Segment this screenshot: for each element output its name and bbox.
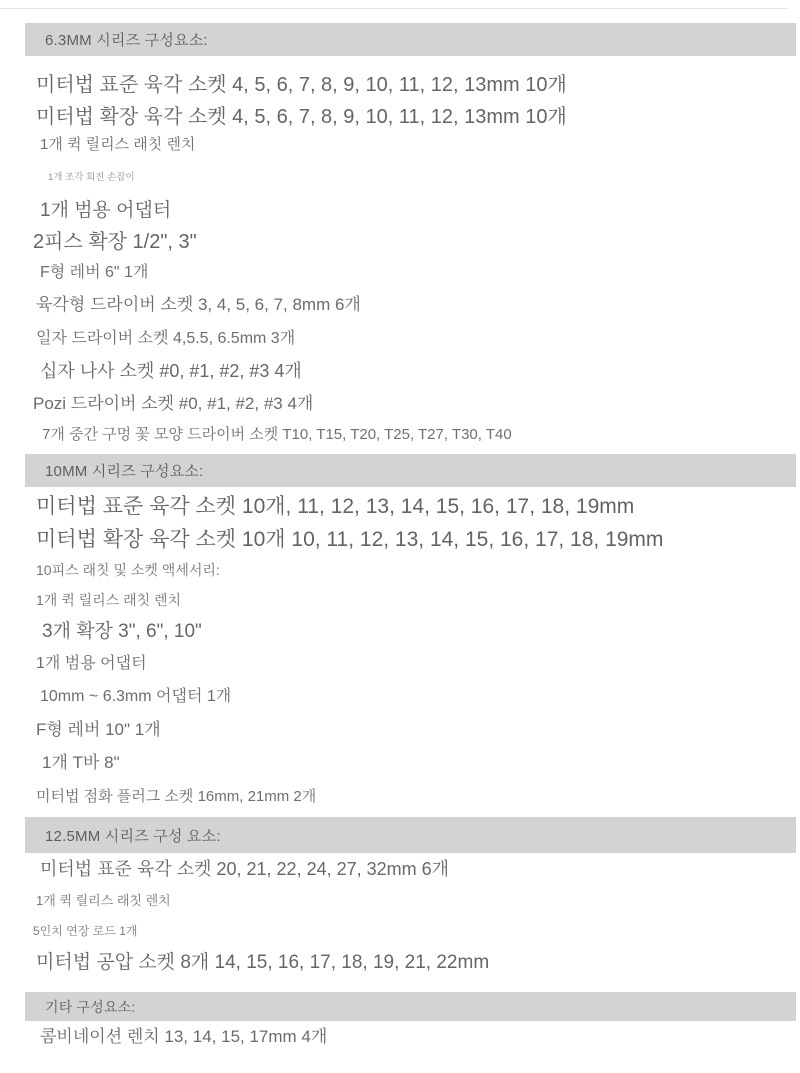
list-item: 7개 중간 구멍 꽃 모양 드라이버 소켓 T10, T15, T20, T25, T27, T30, T40 bbox=[42, 426, 512, 443]
list-item: 미터법 확장 육각 소켓 10개 10, 11, 12, 13, 14, 15, 16, 17, 18, 19mm bbox=[36, 528, 664, 551]
list-item: 2피스 확장 1/2", 3" bbox=[33, 231, 197, 253]
section-header: 12.5MM 시리즈 구성 요소: bbox=[25, 817, 796, 853]
list-item: 1개 퀵 릴리스 래칫 렌치 bbox=[36, 893, 171, 908]
list-item: 1개 퀵 릴리스 래칫 렌치 bbox=[36, 592, 182, 608]
list-item: 1개 조각 회전 손잡이 bbox=[48, 172, 135, 183]
list-item: Pozi 드라이버 소켓 #0, #1, #2, #3 4개 bbox=[33, 394, 314, 413]
list-item: 십자 나사 소켓 #0, #1, #2, #3 4개 bbox=[40, 361, 302, 381]
list-item: 1개 범용 어댑터 bbox=[40, 200, 172, 221]
section-10mm bbox=[0, 454, 800, 807]
list-item: 미터법 표준 육각 소켓 10개, 11, 12, 13, 14, 15, 16, 17, 18, 19mm bbox=[36, 495, 635, 518]
list-item: 콤비네이션 렌치 13, 14, 15, 17mm 4개 bbox=[40, 1027, 328, 1046]
list-item: 육각형 드라이버 소켓 3, 4, 5, 6, 7, 8mm 6개 bbox=[36, 295, 361, 314]
list-item: 1개 T바 8" bbox=[42, 753, 120, 772]
list-item: 10mm ~ 6.3mm 어댑터 1개 bbox=[40, 688, 232, 705]
section-header: 10MM 시리즈 구성요소: bbox=[25, 454, 796, 487]
section-12-5mm bbox=[0, 817, 800, 975]
list-item: 3개 확장 3", 6", 10" bbox=[42, 621, 202, 642]
list-item: 1개 퀵 릴리스 래칫 렌치 bbox=[40, 136, 196, 153]
list-item: 일자 드라이버 소켓 4,5.5, 6.5mm 3개 bbox=[36, 330, 296, 347]
list-item: 미터법 점화 플러그 소켓 16mm, 21mm 2개 bbox=[36, 788, 317, 805]
top-divider-line bbox=[0, 8, 788, 9]
section-6-3mm bbox=[0, 23, 800, 445]
list-item: 미터법 확장 육각 소켓 4, 5, 6, 7, 8, 9, 10, 11, 12, 13mm 10개 bbox=[36, 106, 567, 128]
section-header: 기타 구성요소: bbox=[25, 992, 796, 1021]
list-item: F형 레버 6" 1개 bbox=[40, 264, 149, 281]
section-header: 6.3MM 시리즈 구성요소: bbox=[25, 23, 796, 56]
list-item: 1개 범용 어댑터 bbox=[36, 655, 147, 672]
section-other bbox=[0, 992, 800, 1048]
list-item: 미터법 공압 소켓 8개 14, 15, 16, 17, 18, 19, 21, 22mm bbox=[36, 952, 490, 973]
list-item: 10피스 래칫 및 소켓 액세서리: bbox=[36, 562, 220, 578]
list-item: 미터법 표준 육각 소켓 4, 5, 6, 7, 8, 9, 10, 11, 12, 13mm 10개 bbox=[36, 74, 567, 96]
list-item: 미터법 표준 육각 소켓 20, 21, 22, 24, 27, 32mm 6개 bbox=[40, 859, 450, 879]
list-item: F형 레버 10" 1개 bbox=[36, 720, 161, 739]
list-item: 5인치 연장 로드 1개 bbox=[33, 924, 138, 938]
